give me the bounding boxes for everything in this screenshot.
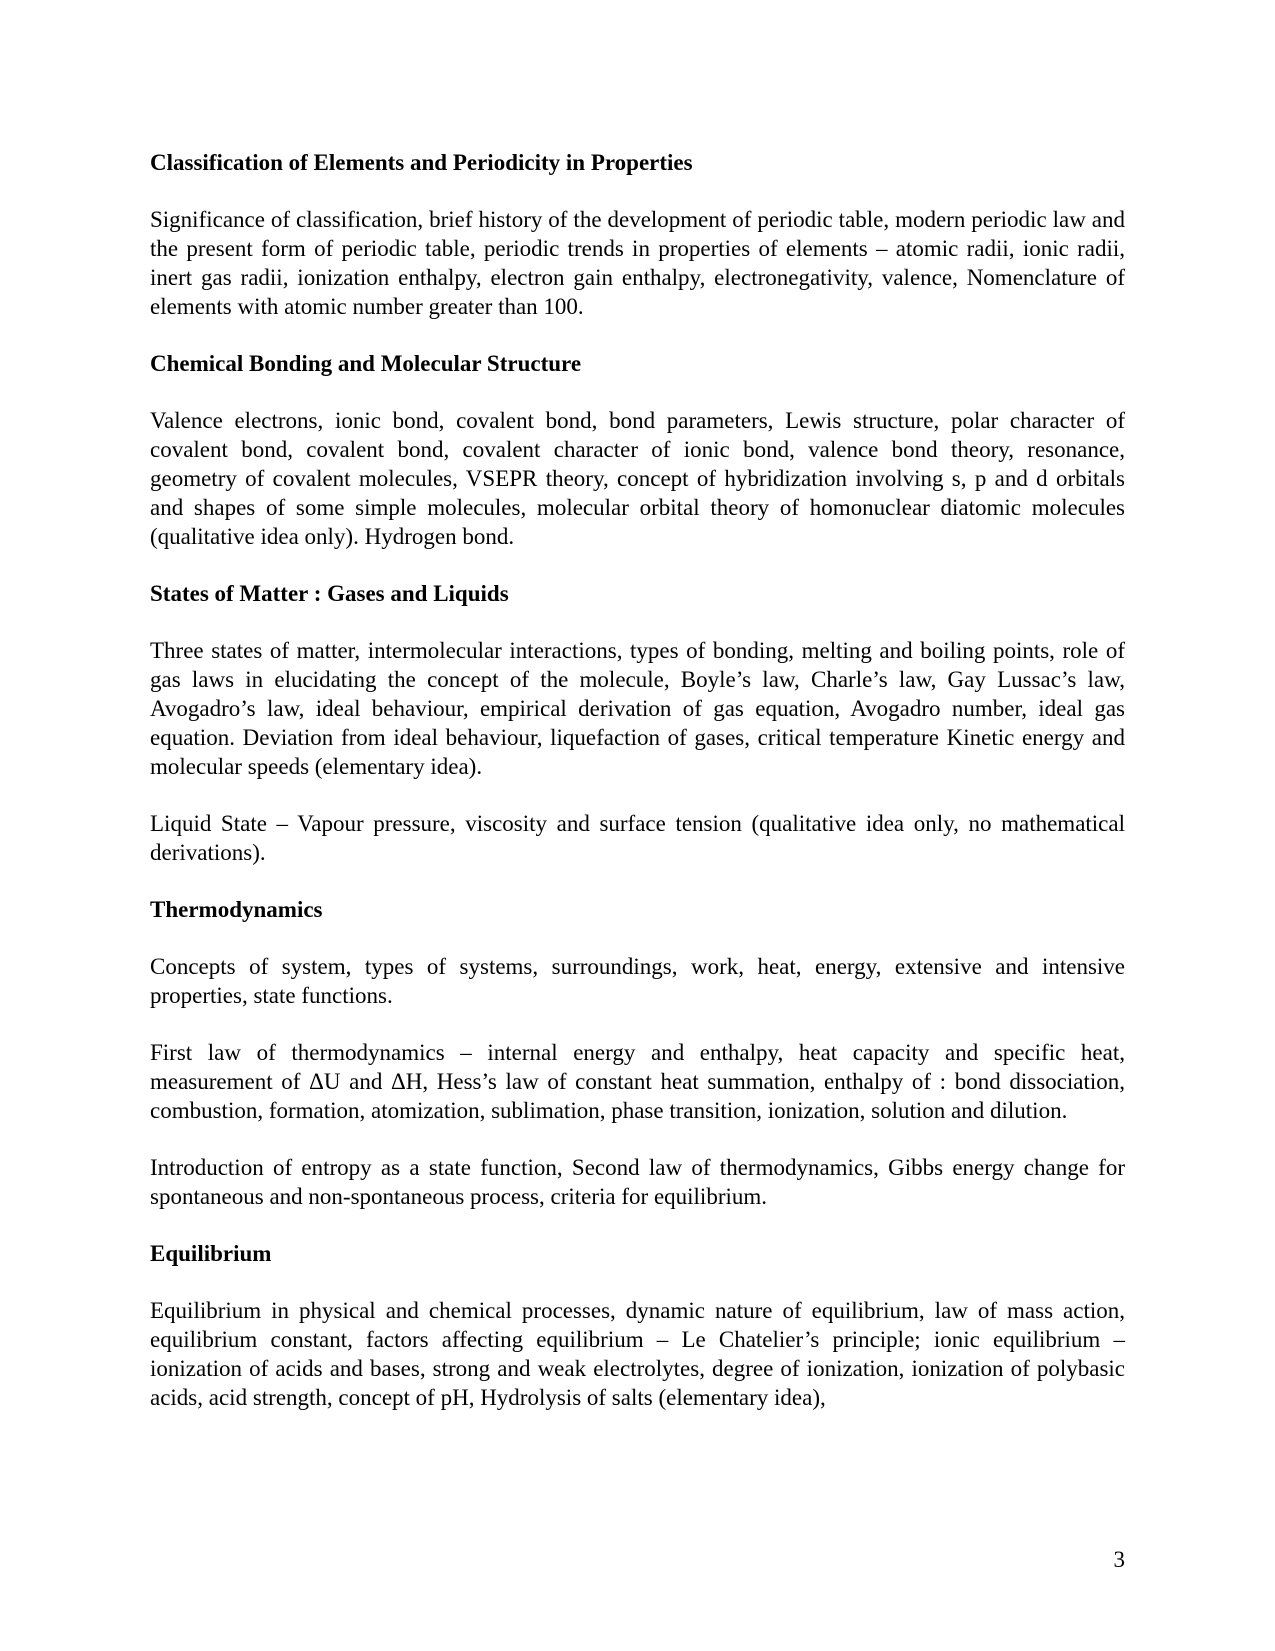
document-page <box>150 148 1125 1440</box>
section-paragraph: Three states of matter, intermolecular interactions, types of bonding, melting and boiling points, role of gas laws in elucidating the concept of the molecule, Boyle’s law, Charle’s law, Gay Lussac’s law, Avogadro’s law, ideal behaviour, empirical derivation of gas equation, Avogadro number, ideal gas equation. Deviation from ideal behaviour, liquefaction of gases, critical temperature Kinetic energy and molecular speeds (elementary idea). <box>150 638 1125 779</box>
section-heading: States of Matter : Gases and Liquids <box>150 581 509 606</box>
section-paragraph: Equilibrium in physical and chemical processes, dynamic nature of equilibrium, law of mass action, equilibrium constant, factors affecting equilibrium – Le Chatelier’s principle; ionic equilibrium – ionization of acids and bases, strong and weak electrolytes, degree of ionization, ionization of polybasic acids, acid strength, concept of pH, Hydrolysis of salts (elementary idea), <box>150 1298 1125 1410</box>
section-thermodynamics <box>150 895 1125 1211</box>
section-paragraph: Valence electrons, ionic bond, covalent bond, bond parameters, Lewis structure, polar character of covalent bond, covalent bond, covalent character of ionic bond, valence bond theory, resonance, geometry of covalent molecules, VSEPR theory, concept of hybridization involving s, p and d orbitals and shapes of some simple molecules, molecular orbital theory of homonuclear diatomic molecules (qualitative idea only). Hydrogen bond. <box>150 408 1125 549</box>
section-paragraph: Introduction of entropy as a state function, Second law of thermodynamics, Gibbs energy change for spontaneous and non-spontaneous process, criteria for equilibrium. <box>150 1155 1125 1209</box>
section-heading: Thermodynamics <box>150 897 323 922</box>
section-periodicity <box>150 148 1125 321</box>
section-states-of-matter <box>150 579 1125 867</box>
section-chemical-bonding <box>150 349 1125 551</box>
section-heading: Chemical Bonding and Molecular Structure <box>150 351 582 376</box>
page-number: 3 <box>1113 1547 1125 1572</box>
section-paragraph: Significance of classification, brief history of the development of periodic table, modern periodic law and the present form of periodic table, periodic trends in properties of elements – atomic radii, ionic radii, inert gas radii, ionization enthalpy, electron gain enthalpy, electronegativity, valence, Nomenclature of elements with atomic number greater than 100. <box>150 207 1125 319</box>
section-paragraph: Concepts of system, types of systems, surroundings, work, heat, energy, extensive and intensive properties, state functions. <box>150 954 1125 1008</box>
section-paragraph: Liquid State – Vapour pressure, viscosity and surface tension (qualitative idea only, no mathematical derivations). <box>150 811 1125 865</box>
section-heading: Classification of Elements and Periodicity in Properties <box>150 150 693 175</box>
section-heading: Equilibrium <box>150 1241 272 1266</box>
section-equilibrium <box>150 1239 1125 1412</box>
section-paragraph: First law of thermodynamics – internal energy and enthalpy, heat capacity and specific heat, measurement of ΔU and ΔH, Hess’s law of constant heat summation, enthalpy of : bond dissociation, combustion, formation, atomization, sublimation, phase transition, ionization, solution and dilution. <box>150 1040 1125 1123</box>
